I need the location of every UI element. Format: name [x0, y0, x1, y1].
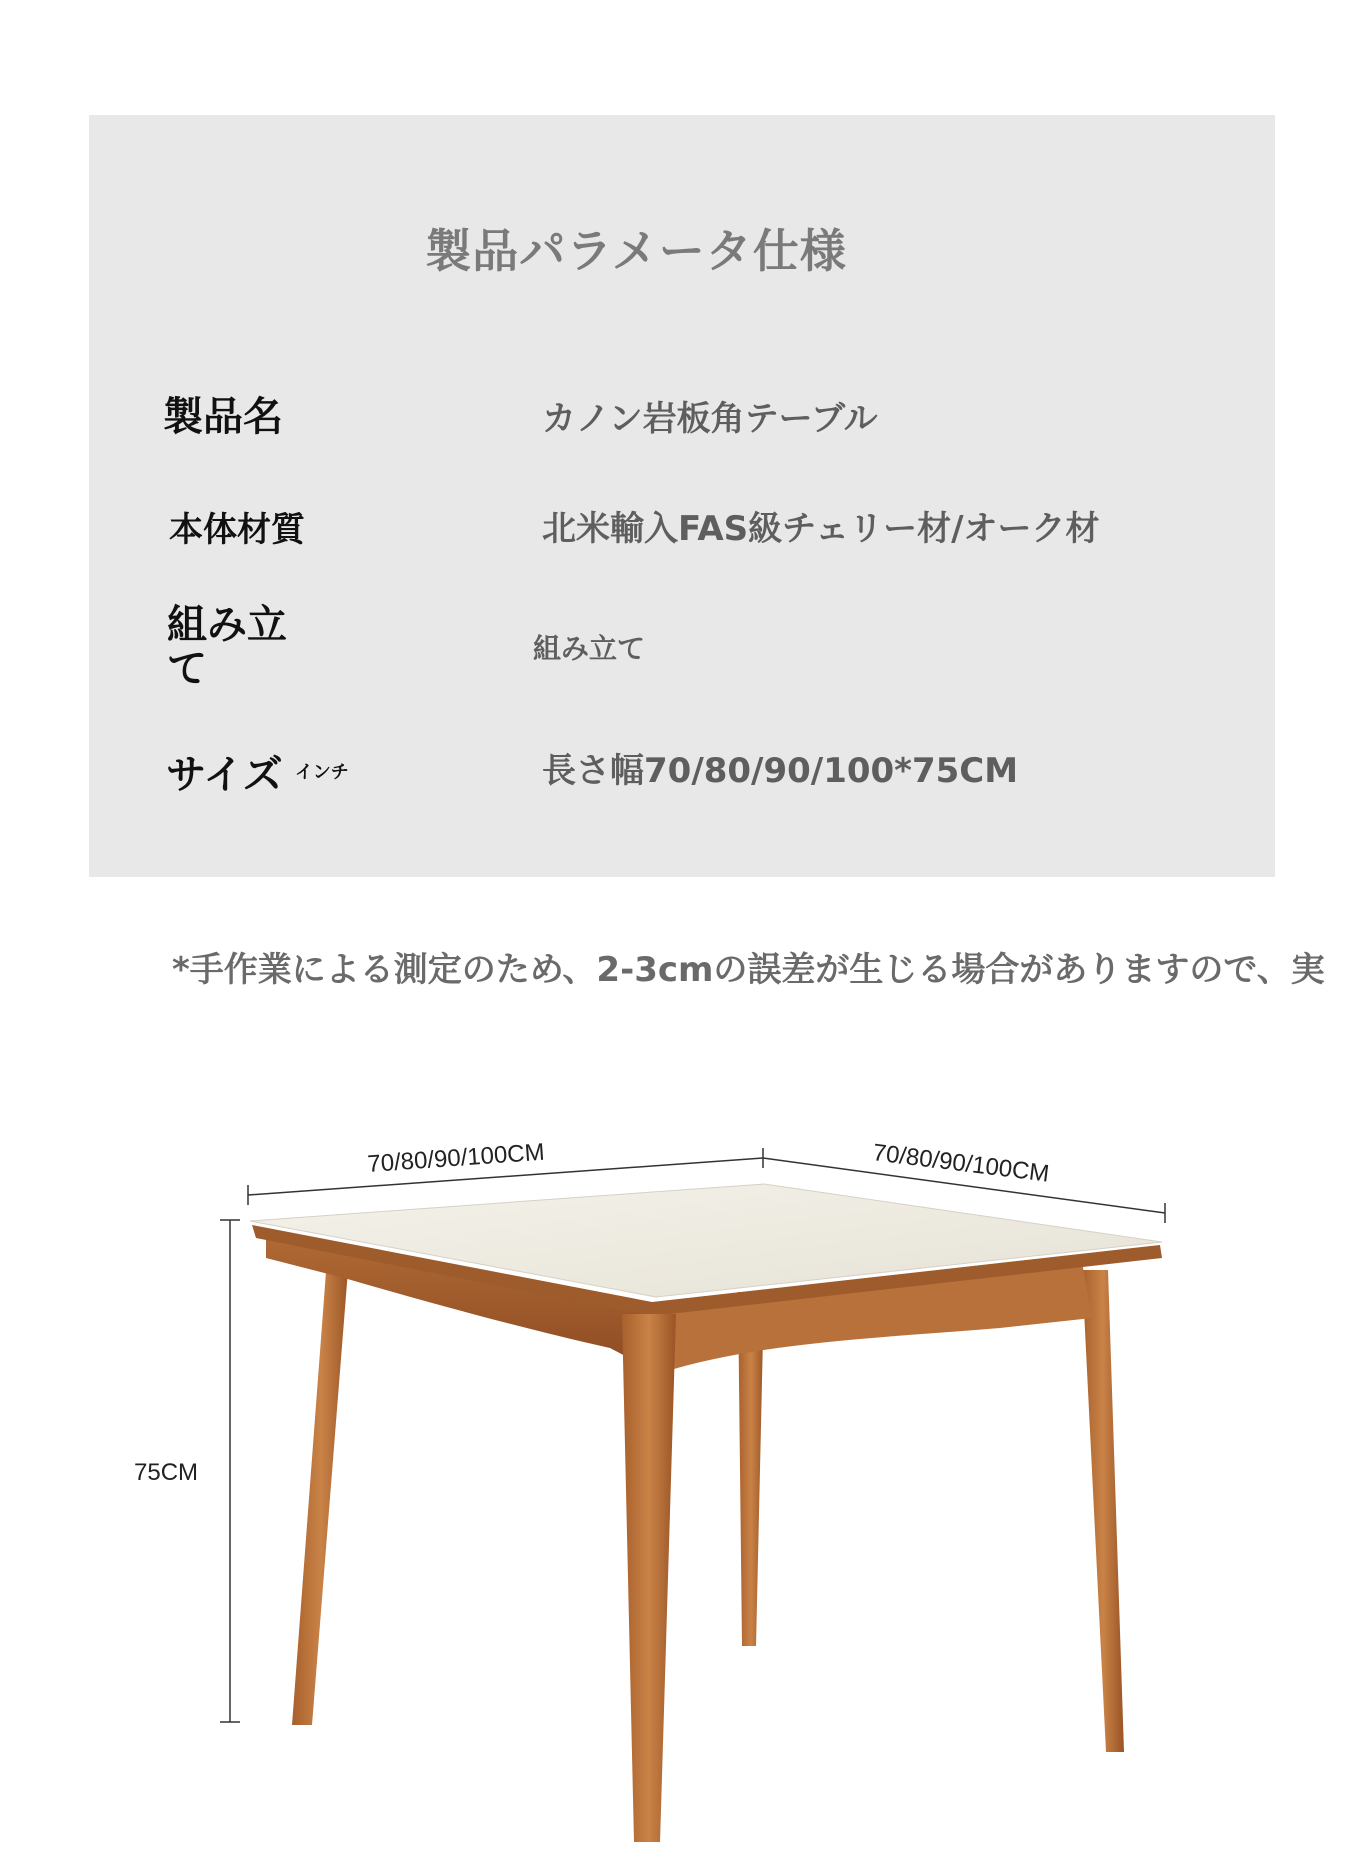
spec-value-size: 長さ幅70/80/90/100*75CM: [542, 751, 1019, 791]
spec-label-material: 本体材質: [169, 510, 305, 550]
spec-panel: [89, 115, 1275, 877]
spec-label-size-text: サイズ: [166, 752, 283, 798]
dimension-height: 75CM: [134, 1459, 199, 1486]
spec-label-size: [166, 743, 349, 800]
table-leg-back-left: [292, 1245, 350, 1725]
spec-label-size-unit: インチ: [294, 762, 349, 783]
spec-value-product-name: カノン岩板角テーブル: [542, 399, 878, 439]
spec-label-assembly: 組み立て: [167, 602, 287, 692]
table-leg-front: [622, 1314, 676, 1842]
dimension-width-left: 70/80/90/100CM: [366, 1138, 546, 1178]
measurement-note: *手作業による測定のため、2-3cmの誤差が生じる場合がありますので、実: [172, 950, 1325, 990]
spec-label-product-name: 製品名: [163, 394, 283, 440]
table-illustration: [0, 1080, 1350, 1868]
table-leg-back-right: [1082, 1270, 1124, 1752]
spec-value-assembly: 組み立て: [533, 632, 646, 665]
dimension-width-right: 70/80/90/100CM: [871, 1139, 1051, 1188]
spec-title: 製品パラメータ仕様: [425, 224, 847, 278]
table-dimension-diagram: [0, 1080, 1350, 1868]
spec-value-material: 北米輸入FAS級チェリー材/オーク材: [542, 509, 1100, 549]
